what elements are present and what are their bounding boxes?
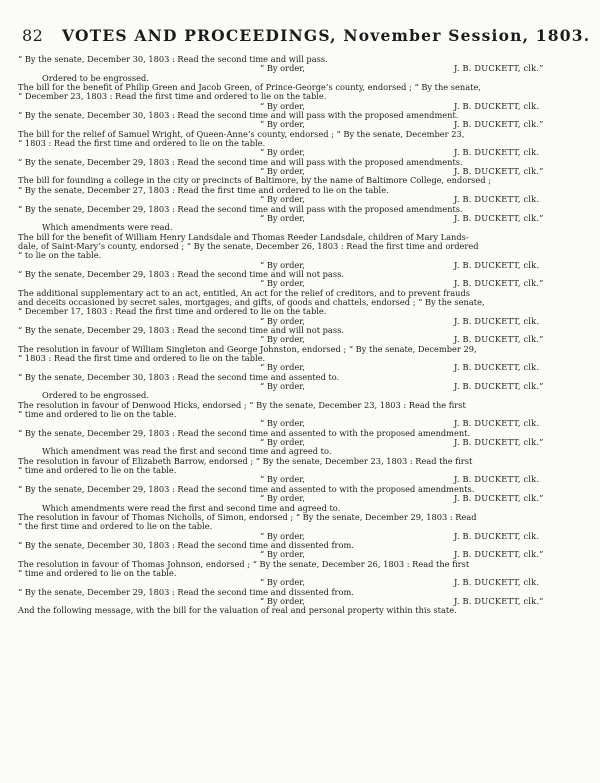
text-line: The additional supplementary act to an act, entitled, An act for the relief of creditors, and to prevent frauds bbox=[18, 287, 470, 298]
text-line: “ By the senate, December 27, 1803 : Read the first time and ordered to lie on the table. bbox=[18, 184, 389, 195]
by-order-text: “ By order, bbox=[260, 259, 305, 270]
text-line: “ By the senate, December 29, 1803 : Read the second time and will pass with the proposed amendments. bbox=[18, 156, 463, 167]
by-order-text: “ By order, bbox=[260, 474, 305, 485]
resolution-note: Which amendments were read the first and second time and agreed to. bbox=[42, 502, 341, 513]
clerk-signature: J. B. DUCKETT, clk.” bbox=[454, 381, 544, 392]
clerk-signature: J. B. DUCKETT, clk. bbox=[454, 100, 540, 111]
text-line: “ the first time and ordered to lie on the table. bbox=[18, 521, 213, 532]
text-line: The bill for the relief of Samuel Wright, of Queen-Anne’s county, endorsed ; “ By the senate, December 23, bbox=[18, 128, 465, 139]
text-line: “ 1803 : Read the first time and ordered to lie on the table. bbox=[18, 353, 266, 363]
by-order-text: “ By order, bbox=[260, 418, 305, 429]
resolution-note: Ordered to be engrossed. bbox=[42, 390, 149, 401]
by-order-text: “ By order, bbox=[260, 549, 305, 560]
by-order-text: “ By order, bbox=[260, 147, 305, 158]
text-line: “ to lie on the table. bbox=[18, 250, 102, 261]
text-line: The bill for founding a college in the city or precincts of Baltimore, by the name of Baltimore College, endorsed ; bbox=[18, 175, 491, 186]
clerk-signature: J. B. DUCKETT, clk. bbox=[454, 474, 540, 485]
resolution-note: Which amendment was read the first and second time and agreed to. bbox=[42, 446, 332, 457]
text-line: “ time and ordered to lie on the table. bbox=[18, 465, 177, 476]
clerk-signature: J. B. DUCKETT, clk.” bbox=[454, 212, 544, 223]
page-header bbox=[22, 26, 591, 46]
by-order-text: “ By order, bbox=[260, 63, 305, 74]
by-order-text: “ By order, bbox=[260, 437, 305, 448]
text-line: The resolution in favour of William Singleton and George Johnston, endorsed ; “ By the senate, December 29, bbox=[18, 343, 477, 354]
text-line: “ By the senate, December 30, 1803 : Read the second time and assented to. bbox=[18, 371, 340, 382]
by-order-text: “ By order, bbox=[260, 119, 305, 130]
clerk-signature: J. B. DUCKETT, clk. bbox=[454, 362, 540, 373]
clerk-signature: J. B. DUCKETT, clk. bbox=[454, 147, 540, 158]
clerk-signature: J. B. DUCKETT, clk.” bbox=[454, 549, 544, 560]
by-order-text: “ By order, bbox=[260, 595, 305, 606]
by-order-text: “ By order, bbox=[260, 362, 305, 373]
by-order-text: “ By order, bbox=[260, 577, 305, 588]
clerk-signature: J. B. DUCKETT, clk.” bbox=[454, 334, 544, 345]
text-line: The resolution in favour of Thomas Johnson, endorsed ; “ By the senate, December 26, 1803 : Read the first bbox=[18, 558, 470, 569]
text-line: “ 1803 : Read the first time and ordered to lie on the table. bbox=[18, 138, 266, 149]
by-order-text: “ By order, bbox=[260, 530, 305, 541]
text-line: “ time and ordered to lie on the table. bbox=[18, 567, 177, 578]
clerk-signature: J. B. DUCKETT, clk.” bbox=[454, 595, 544, 606]
by-order-text: “ By order, bbox=[260, 212, 305, 223]
by-order-text: “ By order, bbox=[260, 315, 305, 326]
clerk-signature: J. B. DUCKETT, clk. bbox=[454, 194, 540, 205]
text-line: “ By the senate, December 29, 1803 : Read the second time and will not pass. bbox=[18, 324, 344, 335]
page-number: 82 bbox=[22, 26, 44, 45]
by-order-text: “ By order, bbox=[260, 100, 305, 111]
text-line: And the following message, with the bill for the valuation of real and personal property within this state. bbox=[18, 605, 457, 616]
by-order-text: “ By order, bbox=[260, 381, 305, 392]
page-title: VOTES AND PROCEEDINGS, November Session, 1803. bbox=[62, 26, 591, 45]
text-line: The bill for the benefit of William Henry Landsdale and Thomas Reeder Landsdale, children of Mary Lands- bbox=[18, 231, 469, 242]
resolution-note: Ordered to be engrossed. bbox=[42, 72, 149, 83]
clerk-signature: J. B. DUCKETT, clk.” bbox=[454, 278, 544, 289]
clerk-signature: J. B. DUCKETT, clk. bbox=[454, 418, 540, 429]
text-line: “ By the senate, December 29, 1803 : Read the second time and will not pass. bbox=[18, 268, 344, 279]
by-order-text: “ By order, bbox=[260, 334, 305, 345]
resolution-note: Which amendments were read. bbox=[42, 222, 173, 233]
by-order-text: “ By order, bbox=[260, 278, 305, 289]
text-line: The resolution in favour of Denwood Hicks, endorsed ; “ By the senate, December 23, 1803 : Read the first bbox=[18, 399, 466, 410]
clerk-signature: J. B. DUCKETT, clk. bbox=[454, 259, 540, 270]
text-line: “ By the senate, December 29, 1803 : Read the second time and dissented from. bbox=[18, 586, 354, 597]
text-line: “ By the senate, December 29, 1803 : Read the second time and will pass with the proposed amendments. bbox=[18, 203, 463, 214]
text-line: “ time and ordered to lie on the table. bbox=[18, 409, 177, 420]
clerk-signature: J. B. DUCKETT, clk.” bbox=[454, 437, 544, 448]
clerk-signature: J. B. DUCKETT, clk. bbox=[454, 577, 540, 588]
by-order-text: “ By order, bbox=[260, 194, 305, 205]
text-line: The resolution in favour of Thomas Nicholls, of Simon, endorsed ; “ By the senate, December 29, 1803 : Read bbox=[18, 511, 477, 522]
by-order-text: “ By order, bbox=[260, 493, 305, 504]
clerk-signature: J. B. DUCKETT, clk.” bbox=[454, 493, 544, 504]
clerk-signature: J. B. DUCKETT, clk.” bbox=[454, 119, 544, 130]
clerk-signature: J. B. DUCKETT, clk. bbox=[454, 530, 540, 541]
text-line: “ By the senate, December 30, 1803 : Read the second time and dissented from. bbox=[18, 539, 354, 550]
text-line: “ By the senate, December 30, 1803 : Read the second time and will pass with the proposed amendment. bbox=[18, 110, 459, 121]
clerk-signature: J. B. DUCKETT, clk.” bbox=[454, 63, 544, 74]
text-line: dale, of Saint-Mary’s county, endorsed ; “ By the senate, December 26, 1803 : Read the first time and ordered bbox=[18, 240, 479, 251]
text-line: “ December 23, 1803 : Read the first time and ordered to lie on the table. bbox=[18, 91, 327, 102]
text-line: and deceits occasioned by secret sales, mortgages, and gifts, of goods and chattels, endorsed ; “ By the senate, bbox=[18, 296, 485, 307]
document-body bbox=[18, 55, 584, 616]
text-line: “ December 17, 1803 : Read the first time and ordered to lie on the table. bbox=[18, 306, 327, 317]
text-line: “ By the senate, December 29, 1803 : Read the second time and assented to with the proposed amendment. bbox=[18, 427, 471, 438]
text-line: The bill for the benefit of Philip Green and Jacob Green, of Prince-George’s county, endorsed ; “ By the senate, bbox=[18, 82, 481, 93]
text-line: “ By the senate, December 29, 1803 : Read the second time and assented to with the proposed amendments. bbox=[18, 483, 475, 494]
clerk-signature: J. B. DUCKETT, clk. bbox=[454, 315, 540, 326]
text-line: The resolution in favour of Elizabeth Barrow, endorsed ; “ By the senate, December 23, 1803 : Read the first bbox=[18, 455, 473, 466]
by-order-text: “ By order, bbox=[260, 166, 305, 177]
text-line: “ By the senate, December 30, 1803 : Read the second time and will pass. bbox=[18, 54, 328, 64]
clerk-signature: J. B. DUCKETT, clk.” bbox=[454, 166, 544, 177]
